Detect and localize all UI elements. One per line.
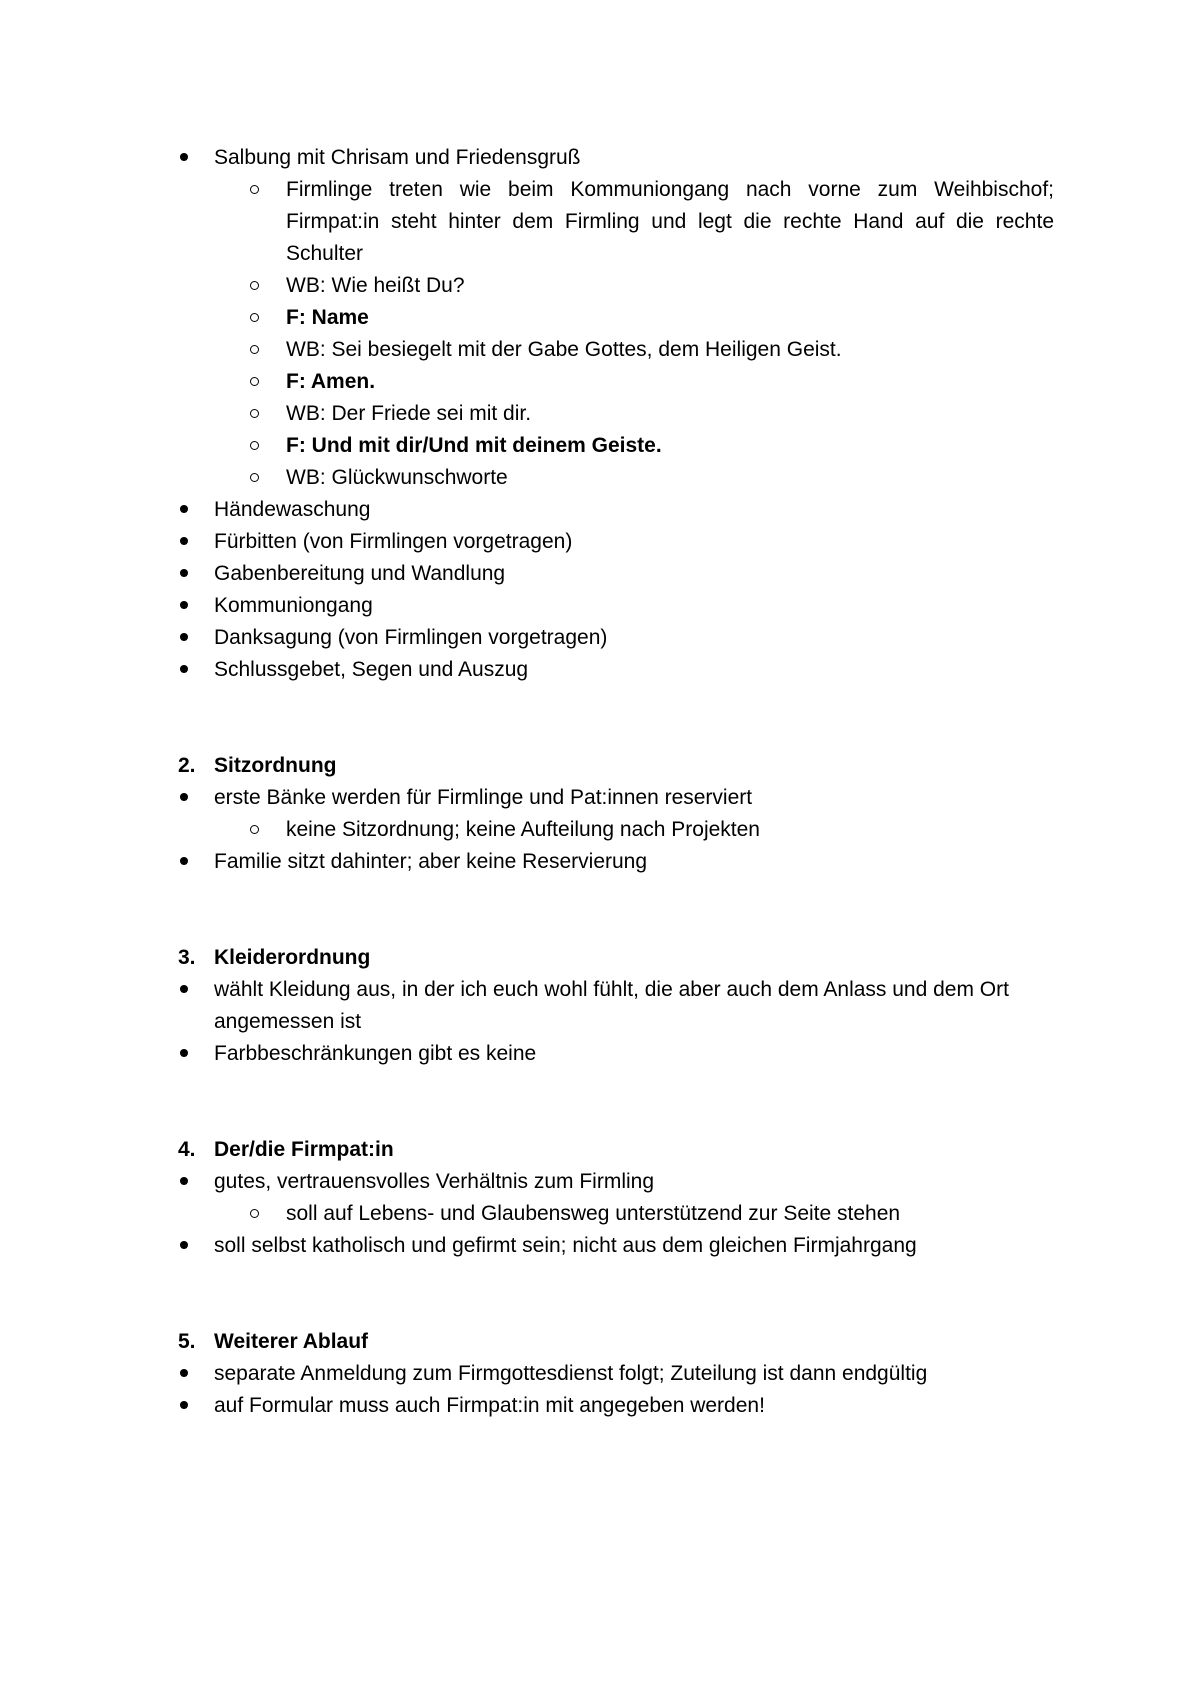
bullet-icon	[180, 1038, 200, 1070]
sub-list-item	[178, 270, 1054, 302]
sub-list-item-text: soll auf Lebens- und Glaubensweg unterstützend zur Seite stehen	[286, 1202, 901, 1225]
list-item	[178, 590, 1054, 622]
list-item	[178, 974, 1054, 1038]
bullet-icon	[180, 142, 200, 174]
list-item-text: Salbung mit Chrisam und Friedensgruß	[214, 146, 581, 169]
bullet-icon	[180, 1166, 200, 1198]
list-item-text: Danksagung (von Firmlingen vorgetragen)	[214, 626, 608, 649]
bullet-icon	[180, 1390, 200, 1422]
bullet-icon	[180, 558, 200, 590]
sub-list-item-text: WB: Der Friede sei mit dir.	[286, 402, 532, 425]
circle-bullet-icon	[250, 366, 270, 398]
sub-list-item-text: WB: Wie heißt Du?	[286, 274, 465, 297]
bullet-icon	[180, 1358, 200, 1390]
sub-list-item	[178, 174, 1054, 270]
list-item-text: auf Formular muss auch Firmpat:in mit angegeben werden!	[214, 1394, 765, 1417]
bullet-icon	[180, 782, 200, 814]
sub-list-item-text: F: Amen.	[286, 370, 376, 393]
section-heading	[178, 942, 1054, 974]
document-content	[178, 142, 1054, 1422]
circle-bullet-icon	[250, 1198, 270, 1230]
list-item-text: Kommuniongang	[214, 594, 373, 617]
list-item	[178, 558, 1054, 590]
circle-bullet-icon	[250, 398, 270, 430]
sub-list-item-text: keine Sitzordnung; keine Aufteilung nach Projekten	[286, 818, 760, 841]
list-item	[178, 622, 1054, 654]
sub-list-item	[178, 366, 1054, 398]
section-number: 3.	[178, 946, 196, 969]
list-item-text: Fürbitten (von Firmlingen vorgetragen)	[214, 530, 573, 553]
list-item-text: soll selbst katholisch und gefirmt sein; nicht aus dem gleichen Firmjahrgang	[214, 1234, 917, 1257]
list-item-text: separate Anmeldung zum Firmgottesdienst folgt; Zuteilung ist dann endgültig	[214, 1362, 928, 1385]
circle-bullet-icon	[250, 462, 270, 494]
sub-list-item-text: WB: Glückwunschworte	[286, 466, 508, 489]
list-item	[178, 1390, 1054, 1422]
section-title: Kleiderordnung	[214, 946, 371, 969]
sub-list-item-text: F: Name	[286, 306, 369, 329]
list-item	[178, 654, 1054, 686]
list-item-text: Farbbeschränkungen gibt es keine	[214, 1042, 537, 1065]
sub-list-item-text: F: Und mit dir/Und mit deinem Geiste.	[286, 434, 662, 457]
sub-list-item	[178, 430, 1054, 462]
section-3	[178, 942, 1054, 1070]
circle-bullet-icon	[250, 302, 270, 334]
bullet-icon	[180, 846, 200, 878]
bullet-icon	[180, 654, 200, 686]
list-item-text: erste Bänke werden für Firmlinge und Pat:innen reserviert	[214, 786, 753, 809]
list-item-text: Händewaschung	[214, 498, 371, 521]
circle-bullet-icon	[250, 430, 270, 462]
list-item	[178, 1358, 1054, 1390]
list-item	[178, 1230, 1054, 1262]
sub-list-item	[178, 334, 1054, 366]
section-title: Der/die Firmpat:in	[214, 1138, 394, 1161]
section-title: Weiterer Ablauf	[214, 1330, 369, 1353]
sub-list-item	[178, 462, 1054, 494]
bullet-icon	[180, 974, 200, 1006]
circle-bullet-icon	[250, 334, 270, 366]
list-item-text: wählt Kleidung aus, in der ich euch wohl fühlt, die aber auch dem Anlass und dem Ort angemessen ist	[214, 978, 1009, 1033]
sub-list-item-text: Firmlinge treten wie beim Kommuniongang nach vorne zum Weihbischof; Firmpat:in steht hinter dem Firmling und legt die rechte Hand auf die rechte Schulter	[286, 178, 1054, 265]
list-item	[178, 1038, 1054, 1070]
section-2	[178, 750, 1054, 878]
bullet-icon	[180, 526, 200, 558]
list-item	[178, 1166, 1054, 1198]
circle-bullet-icon	[250, 174, 270, 206]
section-number: 5.	[178, 1330, 196, 1353]
sub-list-item	[178, 1198, 1054, 1230]
section-5	[178, 1326, 1054, 1422]
section-heading	[178, 1134, 1054, 1166]
bullet-icon	[180, 590, 200, 622]
section-number: 2.	[178, 754, 196, 777]
list-item-text: Familie sitzt dahinter; aber keine Reservierung	[214, 850, 648, 873]
section-1-list	[178, 142, 1054, 686]
list-item	[178, 526, 1054, 558]
sub-list-item	[178, 302, 1054, 334]
list-item-text: gutes, vertrauensvolles Verhältnis zum Firmling	[214, 1170, 655, 1193]
list-item-text: Gabenbereitung und Wandlung	[214, 562, 506, 585]
bullet-icon	[180, 622, 200, 654]
list-item	[178, 494, 1054, 526]
list-item-text: Schlussgebet, Segen und Auszug	[214, 658, 529, 681]
sub-list-item	[178, 398, 1054, 430]
bullet-icon	[180, 1230, 200, 1262]
section-4	[178, 1134, 1054, 1262]
bullet-icon	[180, 494, 200, 526]
section-heading	[178, 750, 1054, 782]
section-title: Sitzordnung	[214, 754, 337, 777]
circle-bullet-icon	[250, 270, 270, 302]
list-item	[178, 846, 1054, 878]
section-heading	[178, 1326, 1054, 1358]
list-item	[178, 782, 1054, 814]
circle-bullet-icon	[250, 814, 270, 846]
sub-list-item	[178, 814, 1054, 846]
list-item	[178, 142, 1054, 174]
sub-list-item-text: WB: Sei besiegelt mit der Gabe Gottes, dem Heiligen Geist.	[286, 338, 842, 361]
section-number: 4.	[178, 1138, 196, 1161]
